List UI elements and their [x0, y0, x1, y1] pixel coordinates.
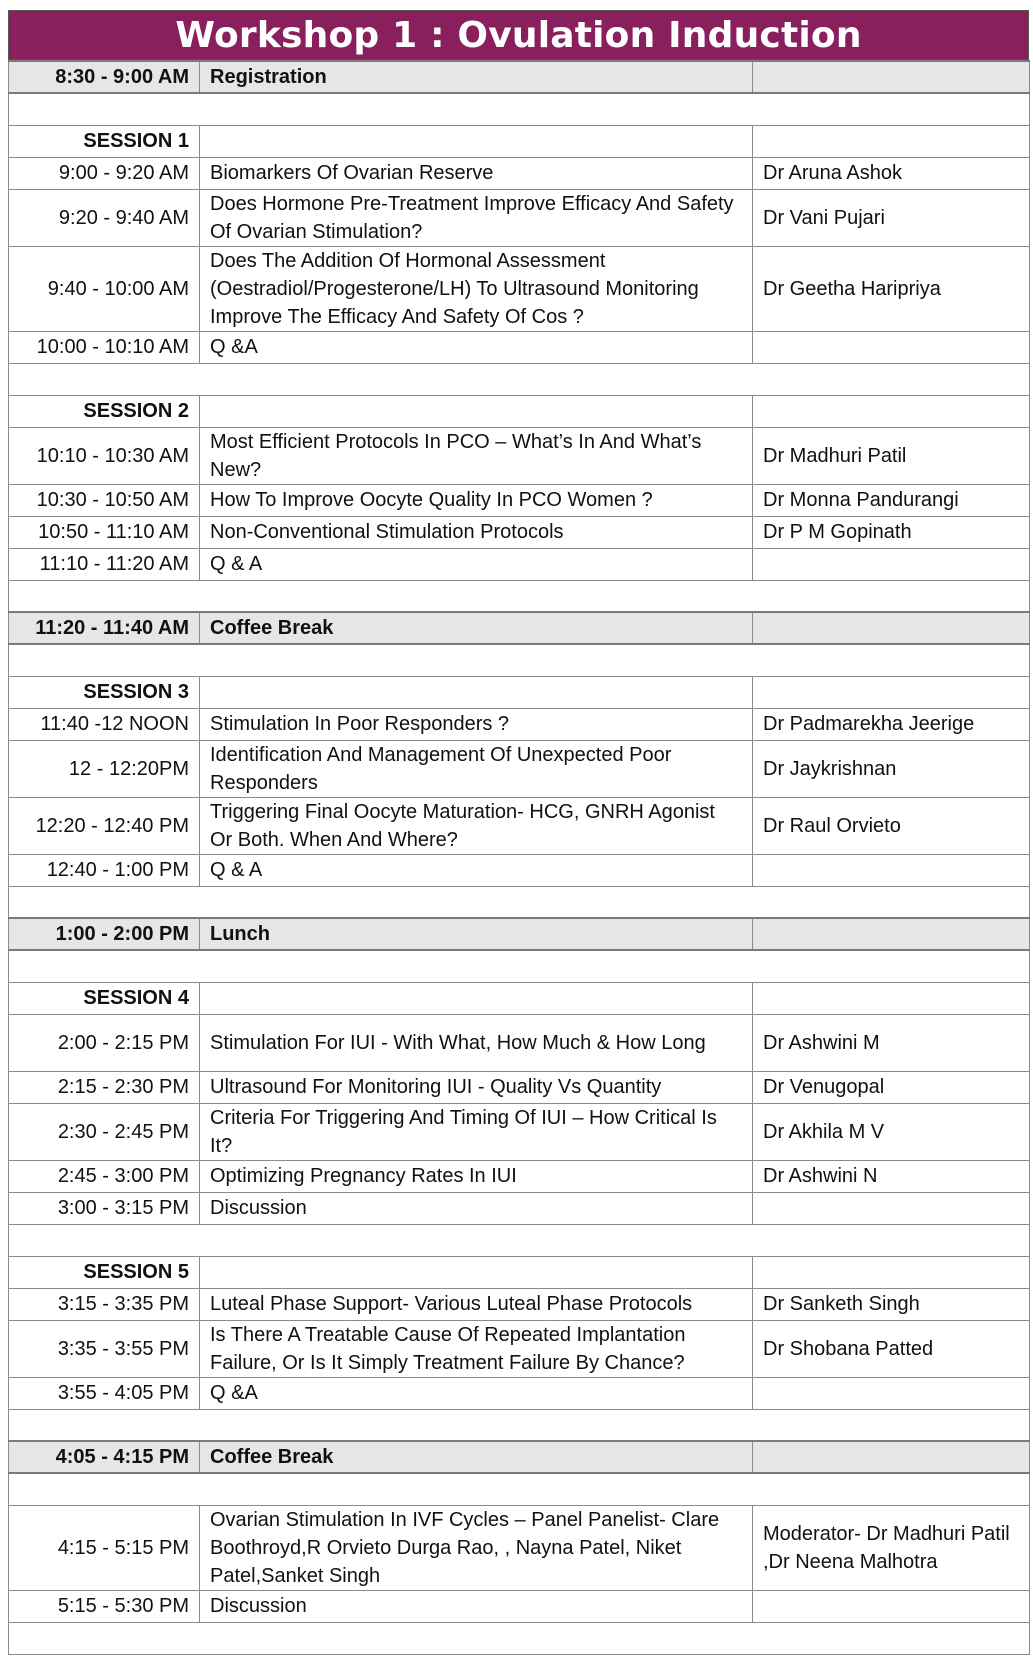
- speaker-cell: Dr Monna Pandurangi: [753, 484, 1030, 516]
- time-cell: 8:30 - 9:00 AM: [9, 61, 200, 93]
- speaker-cell: Dr Akhila M V: [753, 1103, 1030, 1160]
- table-row: [9, 548, 1030, 580]
- schedule-table: [8, 60, 1030, 1655]
- table-row: [9, 1320, 1030, 1377]
- topic-cell: Coffee Break: [200, 612, 753, 644]
- topic-cell: Discussion: [200, 1590, 753, 1622]
- spacer-cell: [9, 950, 1030, 982]
- table-row: [9, 1377, 1030, 1409]
- spacer-cell: [9, 1224, 1030, 1256]
- topic-cell: Stimulation For IUI - With What, How Much & How Long: [200, 1014, 753, 1071]
- time-cell: 3:35 - 3:55 PM: [9, 1320, 200, 1377]
- time-cell: 3:00 - 3:15 PM: [9, 1192, 200, 1224]
- speaker-cell: [753, 982, 1030, 1014]
- time-cell: 2:30 - 2:45 PM: [9, 1103, 200, 1160]
- table-row: [9, 246, 1030, 331]
- speaker-cell: [753, 1192, 1030, 1224]
- table-row: [9, 1192, 1030, 1224]
- time-cell: SESSION 2: [9, 395, 200, 427]
- topic-cell: Stimulation In Poor Responders ?: [200, 708, 753, 740]
- topic-cell: Q & A: [200, 854, 753, 886]
- table-row: [9, 1160, 1030, 1192]
- topic-cell: [200, 676, 753, 708]
- topic-cell: Does The Addition Of Hormonal Assessment (Oestradiol/Progesterone/LH) To Ultrasound Monitoring Improve The Efficacy And Safety Of Cos ?: [200, 246, 753, 331]
- topic-cell: Identification And Management Of Unexpected Poor Responders: [200, 740, 753, 797]
- topic-cell: Discussion: [200, 1192, 753, 1224]
- spacer-cell: [9, 1473, 1030, 1505]
- speaker-cell: [753, 612, 1030, 644]
- table-row: [9, 740, 1030, 797]
- speaker-cell: Dr Ashwini N: [753, 1160, 1030, 1192]
- time-cell: 11:10 - 11:20 AM: [9, 548, 200, 580]
- spacer-row: [9, 1224, 1030, 1256]
- time-cell: SESSION 3: [9, 676, 200, 708]
- session-header-row: [9, 125, 1030, 157]
- time-cell: 2:00 - 2:15 PM: [9, 1014, 200, 1071]
- topic-cell: Most Efficient Protocols In PCO – What’s In And What’s New?: [200, 427, 753, 484]
- speaker-cell: Dr Geetha Haripriya: [753, 246, 1030, 331]
- spacer-row: [9, 950, 1030, 982]
- speaker-cell: [753, 395, 1030, 427]
- session-header-row: [9, 1256, 1030, 1288]
- spacer-cell: [9, 886, 1030, 918]
- topic-cell: Coffee Break: [200, 1441, 753, 1473]
- spacer-cell: [9, 644, 1030, 676]
- spacer-row: [9, 1409, 1030, 1441]
- table-row: [9, 1590, 1030, 1622]
- workshop-title: Workshop 1 : Ovulation Induction: [8, 10, 1029, 60]
- table-row: [9, 797, 1030, 854]
- speaker-cell: Dr P M Gopinath: [753, 516, 1030, 548]
- time-cell: 12 - 12:20PM: [9, 740, 200, 797]
- speaker-cell: Dr Padmarekha Jeerige: [753, 708, 1030, 740]
- speaker-cell: Dr Madhuri Patil: [753, 427, 1030, 484]
- topic-cell: Lunch: [200, 918, 753, 950]
- break-row: [9, 918, 1030, 950]
- topic-cell: Optimizing Pregnancy Rates In IUI: [200, 1160, 753, 1192]
- time-cell: SESSION 5: [9, 1256, 200, 1288]
- table-row: [9, 854, 1030, 886]
- time-cell: 10:10 - 10:30 AM: [9, 427, 200, 484]
- spacer-row: [9, 93, 1030, 125]
- spacer-row: [9, 644, 1030, 676]
- time-cell: 10:00 - 10:10 AM: [9, 331, 200, 363]
- topic-cell: Criteria For Triggering And Timing Of IUI – How Critical Is It?: [200, 1103, 753, 1160]
- time-cell: 3:15 - 3:35 PM: [9, 1288, 200, 1320]
- spacer-row: [9, 886, 1030, 918]
- topic-cell: Triggering Final Oocyte Maturation- HCG, GNRH Agonist Or Both. When And Where?: [200, 797, 753, 854]
- speaker-cell: [753, 1441, 1030, 1473]
- topic-cell: Q & A: [200, 548, 753, 580]
- time-cell: 9:00 - 9:20 AM: [9, 157, 200, 189]
- speaker-cell: Dr Sanketh Singh: [753, 1288, 1030, 1320]
- spacer-cell: [9, 1622, 1030, 1654]
- time-cell: 10:50 - 11:10 AM: [9, 516, 200, 548]
- speaker-cell: [753, 548, 1030, 580]
- spacer-row: [9, 1473, 1030, 1505]
- speaker-cell: Dr Raul Orvieto: [753, 797, 1030, 854]
- topic-cell: Q &A: [200, 1377, 753, 1409]
- table-row: [9, 1014, 1030, 1071]
- session-header-row: [9, 982, 1030, 1014]
- time-cell: SESSION 1: [9, 125, 200, 157]
- time-cell: 5:15 - 5:30 PM: [9, 1590, 200, 1622]
- topic-cell: Registration: [200, 61, 753, 93]
- table-row: [9, 1071, 1030, 1103]
- break-row: [9, 1441, 1030, 1473]
- table-row: [9, 189, 1030, 246]
- table-row: [9, 427, 1030, 484]
- table-row: [9, 157, 1030, 189]
- time-cell: 2:45 - 3:00 PM: [9, 1160, 200, 1192]
- spacer-row: [9, 580, 1030, 612]
- spacer-row: [9, 363, 1030, 395]
- speaker-cell: [753, 1377, 1030, 1409]
- topic-cell: [200, 125, 753, 157]
- break-row: [9, 612, 1030, 644]
- table-row: [9, 484, 1030, 516]
- table-row: [9, 1288, 1030, 1320]
- topic-cell: [200, 1256, 753, 1288]
- speaker-cell: [753, 1590, 1030, 1622]
- speaker-cell: Dr Shobana Patted: [753, 1320, 1030, 1377]
- spacer-cell: [9, 363, 1030, 395]
- topic-cell: [200, 395, 753, 427]
- schedule-sheet: [8, 10, 1029, 1655]
- speaker-cell: Dr Vani Pujari: [753, 189, 1030, 246]
- speaker-cell: [753, 854, 1030, 886]
- speaker-cell: Moderator- Dr Madhuri Patil ,Dr Neena Malhotra: [753, 1505, 1030, 1590]
- time-cell: SESSION 4: [9, 982, 200, 1014]
- spacer-cell: [9, 580, 1030, 612]
- time-cell: 3:55 - 4:05 PM: [9, 1377, 200, 1409]
- session-header-row: [9, 395, 1030, 427]
- speaker-cell: [753, 331, 1030, 363]
- table-row: [9, 708, 1030, 740]
- time-cell: 11:20 - 11:40 AM: [9, 612, 200, 644]
- topic-cell: Biomarkers Of Ovarian Reserve: [200, 157, 753, 189]
- time-cell: 4:05 - 4:15 PM: [9, 1441, 200, 1473]
- speaker-cell: Dr Aruna Ashok: [753, 157, 1030, 189]
- time-cell: 9:40 - 10:00 AM: [9, 246, 200, 331]
- topic-cell: Luteal Phase Support- Various Luteal Phase Protocols: [200, 1288, 753, 1320]
- time-cell: 4:15 - 5:15 PM: [9, 1505, 200, 1590]
- speaker-cell: [753, 918, 1030, 950]
- spacer-cell: [9, 93, 1030, 125]
- spacer-row: [9, 1622, 1030, 1654]
- time-cell: 10:30 - 10:50 AM: [9, 484, 200, 516]
- table-row: [9, 331, 1030, 363]
- time-cell: 9:20 - 9:40 AM: [9, 189, 200, 246]
- schedule-body: [9, 61, 1030, 1654]
- speaker-cell: [753, 1256, 1030, 1288]
- speaker-cell: [753, 61, 1030, 93]
- topic-cell: Is There A Treatable Cause Of Repeated Implantation Failure, Or Is It Simply Treatment Failure By Chance?: [200, 1320, 753, 1377]
- time-cell: 2:15 - 2:30 PM: [9, 1071, 200, 1103]
- topic-cell: Ovarian Stimulation In IVF Cycles – Panel Panelist- Clare Boothroyd,R Orvieto Durga Rao, , Nayna Patel, Niket Patel,Sanket Singh: [200, 1505, 753, 1590]
- topic-cell: Does Hormone Pre-Treatment Improve Efficacy And Safety Of Ovarian Stimulation?: [200, 189, 753, 246]
- time-cell: 1:00 - 2:00 PM: [9, 918, 200, 950]
- topic-cell: [200, 982, 753, 1014]
- topic-cell: Non-Conventional Stimulation Protocols: [200, 516, 753, 548]
- speaker-cell: Dr Venugopal: [753, 1071, 1030, 1103]
- topic-cell: Ultrasound For Monitoring IUI - Quality Vs Quantity: [200, 1071, 753, 1103]
- time-cell: 11:40 -12 NOON: [9, 708, 200, 740]
- speaker-cell: Dr Ashwini M: [753, 1014, 1030, 1071]
- time-cell: 12:40 - 1:00 PM: [9, 854, 200, 886]
- topic-cell: How To Improve Oocyte Quality In PCO Women ?: [200, 484, 753, 516]
- time-cell: 12:20 - 12:40 PM: [9, 797, 200, 854]
- table-row: [9, 1505, 1030, 1590]
- topic-cell: Q &A: [200, 331, 753, 363]
- spacer-cell: [9, 1409, 1030, 1441]
- session-header-row: [9, 676, 1030, 708]
- break-row: [9, 61, 1030, 93]
- table-row: [9, 1103, 1030, 1160]
- speaker-cell: [753, 125, 1030, 157]
- table-row: [9, 516, 1030, 548]
- speaker-cell: Dr Jaykrishnan: [753, 740, 1030, 797]
- speaker-cell: [753, 676, 1030, 708]
